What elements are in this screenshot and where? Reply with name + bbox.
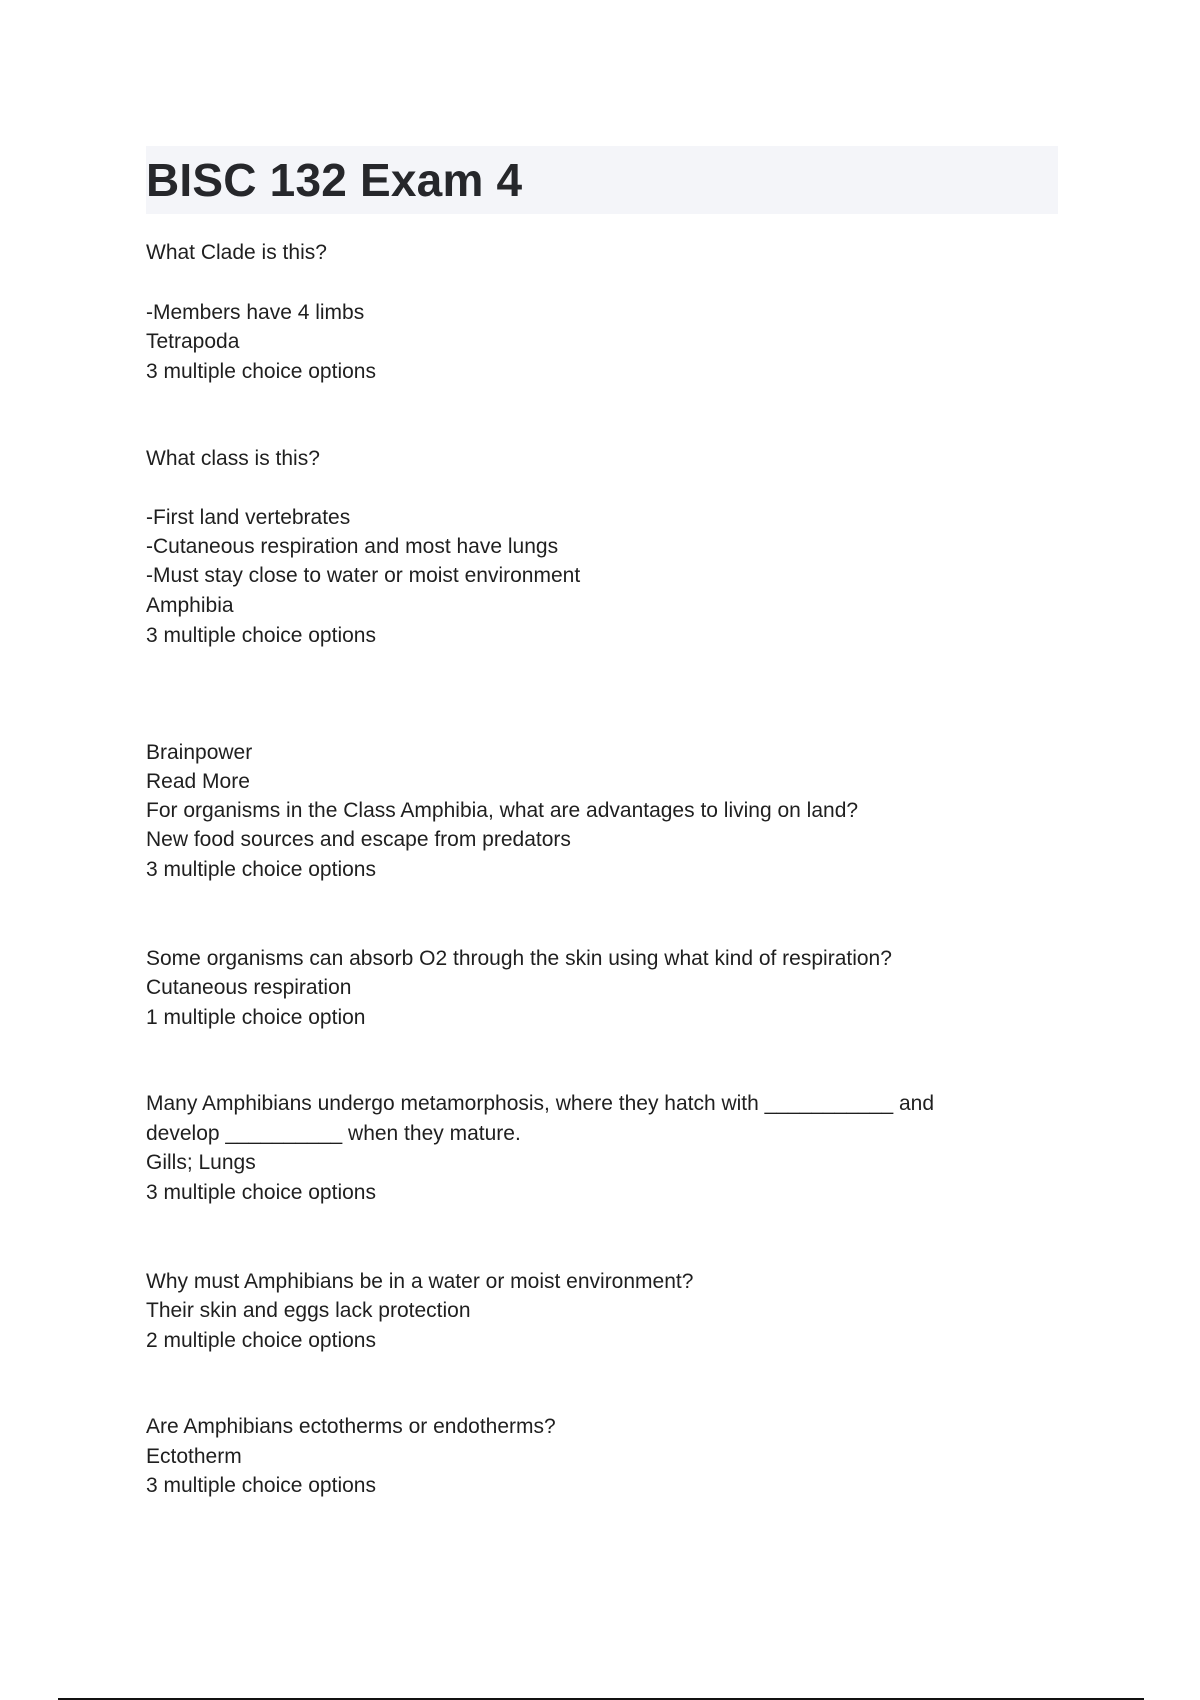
card-3-read-more-link[interactable]: Read More [146, 770, 250, 793]
card-3-options-count: 3 multiple choice options [146, 858, 376, 881]
card-3-prompt-line-1: Brainpower [146, 741, 253, 764]
card-4-options-count: 1 multiple choice option [146, 1006, 366, 1029]
page-title: BISC 132 Exam 4 [146, 154, 523, 206]
card-5-answer: Gills; Lungs [146, 1151, 256, 1174]
card-6-prompt-line-1: Why must Amphibians be in a water or moist environment? [146, 1270, 694, 1293]
card-5-options-count: 3 multiple choice options [146, 1181, 376, 1204]
card-2-prompt-line-5: -Must stay close to water or moist environment [146, 564, 581, 587]
card-1-options-count: 3 multiple choice options [146, 360, 376, 383]
card-2-prompt-line-4: -Cutaneous respiration and most have lungs [146, 535, 559, 558]
card-1-prompt-line-1: What Clade is this? [146, 241, 327, 264]
card-7-answer: Ectotherm [146, 1445, 242, 1468]
card-2-options-count: 3 multiple choice options [146, 624, 376, 647]
card-4-answer: Cutaneous respiration [146, 976, 352, 999]
card-5-prompt-line-2: develop __________ when they mature. [146, 1122, 521, 1145]
card-1-answer: Tetrapoda [146, 330, 240, 353]
card-3-prompt-line-3: For organisms in the Class Amphibia, what are advantages to living on land? [146, 799, 859, 822]
title-banner [146, 146, 1058, 214]
card-6-answer: Their skin and eggs lack protection [146, 1299, 471, 1322]
card-2-prompt-line-3: -First land vertebrates [146, 506, 351, 529]
card-6-options-count: 2 multiple choice options [146, 1329, 376, 1352]
card-1-prompt-line-3: -Members have 4 limbs [146, 301, 365, 324]
card-2-prompt-line-1: What class is this? [146, 447, 320, 470]
card-4-prompt-line-1: Some organisms can absorb O2 through the skin using what kind of respiration? [146, 947, 892, 970]
card-5-prompt-line-1: Many Amphibians undergo metamorphosis, where they hatch with ___________ and [146, 1092, 935, 1115]
card-7-prompt-line-1: Are Amphibians ectotherms or endotherms? [146, 1415, 556, 1438]
card-7-options-count: 3 multiple choice options [146, 1474, 376, 1497]
card-3-answer: New food sources and escape from predators [146, 828, 571, 851]
card-2-answer: Amphibia [146, 594, 234, 617]
